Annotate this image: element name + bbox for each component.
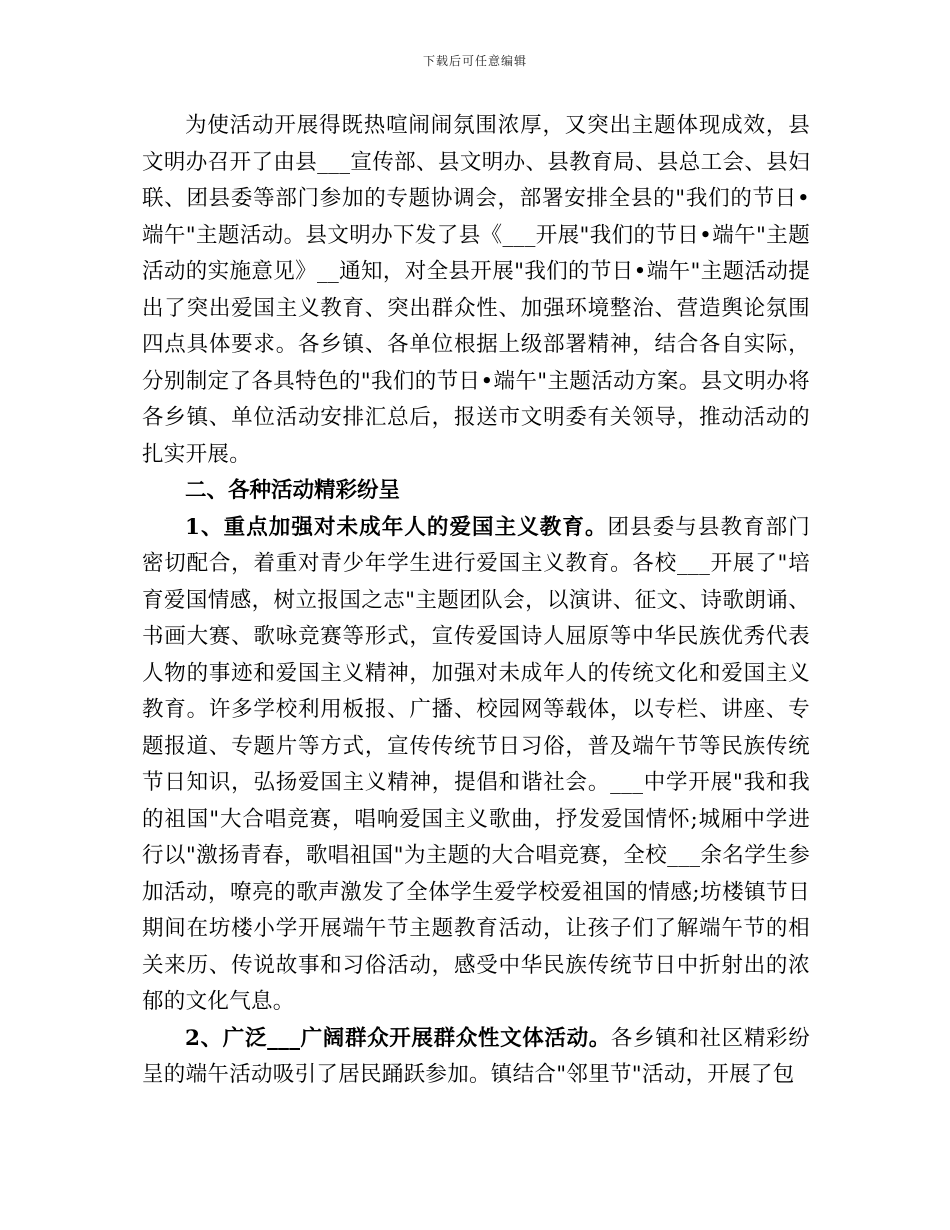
document-body bbox=[142, 108, 810, 1094]
paragraph-patriotic-education bbox=[142, 510, 810, 1021]
paragraph-intro: 为使活动开展得既热喧闹闹氛围浓厚，又突出主题体现成效，县文明办召开了由县___宣传部、县文明办、县教育局、县总工会、县妇联、团县委等部门参加的专题协调会，部署安排全县的"我们的节日•端午"主题活动。县文明办下发了县《___开展"我们的节日•端午"主题活动的实施意见》__通知，对全县开展"我们的节日•端午"主题活动提出了突出爱国主义教育、突出群众性、加强环境整治、营造舆论氛围四点具体要求。各乡镇、各单位根据上级部署精神，结合各自实际，分别制定了各具特色的"我们的节日•端午"主题活动方案。县文明办将各乡镇、单位活动安排汇总后，报送市文明委有关领导，推动活动的扎实开展。 bbox=[142, 113, 810, 467]
page-header: 下载后可任意编辑 bbox=[422, 54, 527, 68]
paragraph-lead-1: 1、重点加强对未成年人的爱国主义教育。 bbox=[185, 514, 608, 540]
section-heading: 二、各种活动精彩纷呈 bbox=[185, 478, 401, 503]
paragraph-cultural-activities bbox=[142, 1021, 810, 1094]
paragraph-body-1: 团县委与县教育部门密切配合，着重对青少年学生进行爱国主义教育。各校___开展了"培育爱国情感，树立报国之志"主题团队会，以演讲、征文、诗歌朗诵、书画大赛、歌咏竞赛等形式，宣传爱国诗人屈原等中华民族优秀代表人物的事迹和爱国主义精神，加强对未成年人的传统文化和爱国主义教育。许多学校利用板报、广播、校园网等载体，以专栏、讲座、专题报道、专题片等方式，宣传传统节日习俗，普及端午节等民族传统节日知识，弘扬爱国主义精神，提倡和谐社会。___中学开展"我和我的祖国"大合唱竞赛，唱响爱国主义歌曲，抒发爱国情怀;城厢中学进行以"激扬青春，歌唱祖国"为主题的大合唱竞赛，全校___余名学生参加活动，嘹亮的歌声激发了全体学生爱学校爱祖国的情感;坊楼镇节日期间在坊楼小学开展端午节主题教育活动，让孩子们了解端午节的相关来历、传说故事和习俗活动，感受中华民族传统节日中折射出的浓郁的文化气息。 bbox=[142, 514, 810, 1014]
paragraph-body-2: 各乡镇和社区精彩纷呈的端午活动吸引了居民踊跃参加。镇结合"邻里节"活动，开展了包 bbox=[142, 1025, 811, 1087]
paragraph-lead-2: 2、广泛___广阔群众开展群众性文体活动。 bbox=[185, 1025, 611, 1051]
